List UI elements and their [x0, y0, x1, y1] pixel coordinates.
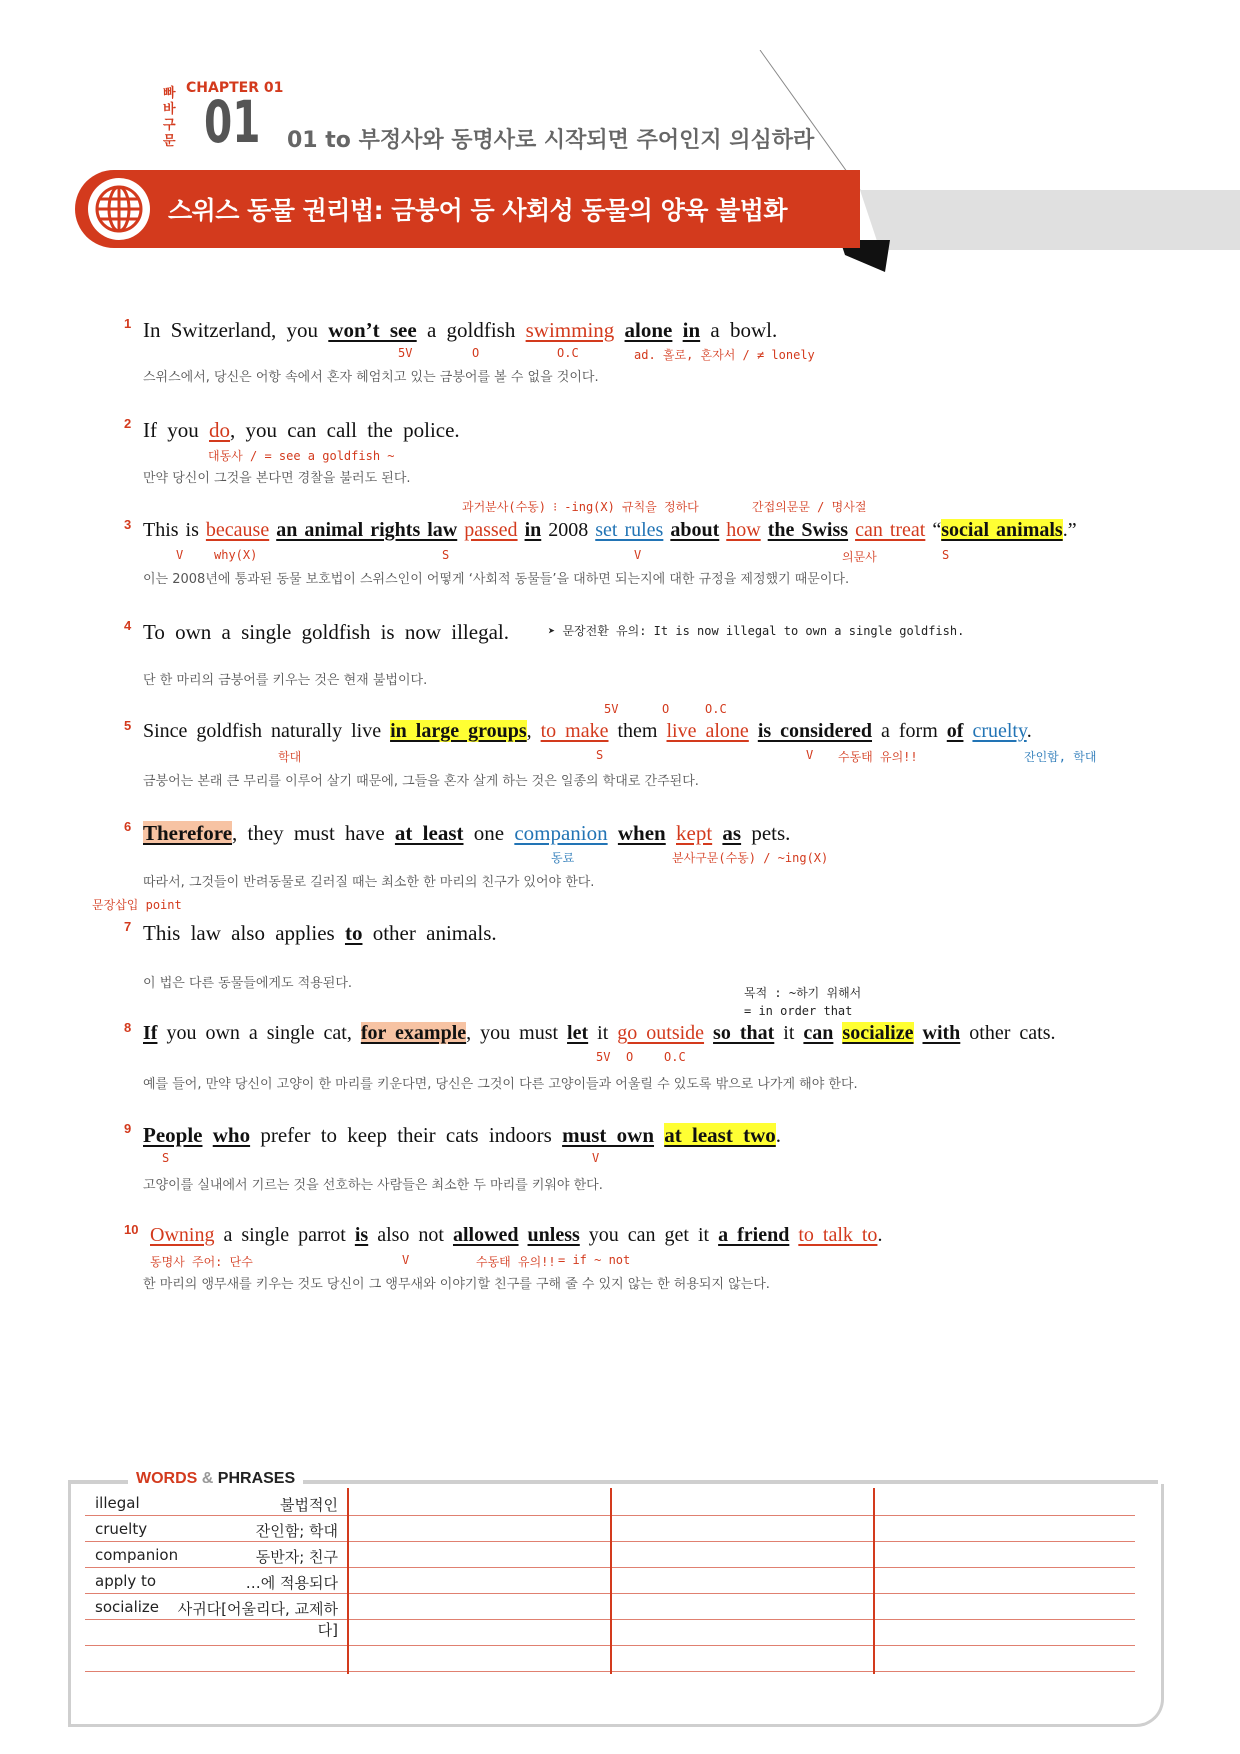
korean-translation: 금붕어는 본래 큰 무리를 이루어 살기 때문에, 그들을 혼자 살게 하는 것은 일종의 학대로 간주된다.	[143, 774, 699, 789]
grammar-note: 대동사 / = see a goldfish ~	[208, 449, 395, 463]
english-sentence: This is because an animal rights law passed in 2008 set rules about how the Swiss can treat “social animals.”	[143, 519, 1077, 541]
english-sentence: Owning a single parrot is also not allowed unless you can get it a friend to talk to.	[150, 1224, 883, 1246]
grammar-note: 5V	[596, 1050, 611, 1064]
korean-translation: 고양이를 실내에서 기르는 것을 선호하는 사람들은 최소한 두 마리를 키워야 한다.	[143, 1178, 603, 1193]
english-sentence: If you own a single cat, for example, you must let it go outside so that it can socialize with other cats.	[143, 1022, 1056, 1044]
sentence-number: 3	[124, 517, 132, 532]
word-term: socialize	[95, 1598, 160, 1616]
korean-translation: 스위스에서, 당신은 어항 속에서 혼자 헤엄치고 있는 금붕어를 볼 수 없을 것이다.	[143, 370, 599, 385]
sentence-number: 2	[124, 416, 132, 431]
grammar-note: V	[634, 548, 642, 562]
column-divider	[873, 1488, 875, 1674]
word-term: apply to	[95, 1572, 157, 1590]
sentence-number: 1	[124, 316, 132, 331]
sentence-number: 10	[124, 1222, 139, 1237]
sentence-number: 7	[124, 919, 132, 934]
english-sentence: In Switzerland, you won’t see a goldfish swimming alone in a bowl.	[143, 318, 778, 342]
korean-translation: 이 법은 다른 동물들에게도 적용된다.	[143, 976, 353, 991]
article-title: 스위스 동물 권리법: 금붕어 등 사회성 동물의 양육 불법화	[168, 196, 788, 225]
sentence-number: 8	[124, 1020, 132, 1035]
word-term: cruelty	[95, 1520, 148, 1538]
chapter-label: CHAPTER 01	[186, 80, 284, 96]
sentence-number: 5	[124, 718, 132, 733]
english-sentence: This law also applies to other animals.	[143, 921, 497, 945]
english-sentence: To own a single goldfish is now illegal.	[143, 620, 509, 644]
sentence-number: 4	[124, 618, 132, 633]
english-sentence: Therefore, they must have at least one companion when kept as pets.	[143, 821, 791, 845]
grammar-note: 5V	[604, 702, 619, 716]
grammar-note: 학대	[278, 750, 302, 764]
word-term: illegal	[95, 1494, 140, 1512]
column-divider	[610, 1488, 612, 1674]
korean-translation: 따라서, 그것들이 반려동물로 길러질 때는 최소한 한 마리의 친구가 있어야 한다.	[143, 875, 595, 890]
grammar-note: 문장삽입 point	[92, 898, 182, 912]
english-sentence: People who prefer to keep their cats indoors must own at least two.	[143, 1123, 781, 1147]
word-meaning: 잔인함; 학대	[255, 1522, 338, 1540]
chapter-number: 01	[204, 88, 261, 156]
grammar-note: 수동태 유의!!	[476, 1255, 556, 1269]
grammar-note: V	[592, 1151, 600, 1165]
grammar-note: S	[162, 1151, 170, 1165]
grammar-note: O	[472, 346, 480, 360]
sentence-number: 6	[124, 819, 132, 834]
english-sentence: Since goldfish naturally live in large groups, to make them live alone is considered a form of cruelty.	[143, 720, 1032, 742]
grammar-note: ad. 홀로, 혼자서 / ≠ lonely	[634, 348, 815, 362]
grammar-note: 간접의문문 / 명사절	[752, 500, 867, 514]
grammar-note: S	[942, 548, 950, 562]
grammar-note: 규칙을 정하다	[622, 500, 699, 514]
grammar-note: = if ~ not	[558, 1253, 631, 1267]
globe-icon	[88, 178, 150, 240]
word-meaning: 사귀다[어울리다, 교제하다]	[177, 1600, 338, 1639]
grammar-note: 분사구문(수동) / ~ing(X)	[672, 851, 829, 865]
grammar-note: O	[626, 1050, 634, 1064]
column-divider	[347, 1488, 349, 1674]
grammar-note: O.C	[557, 346, 579, 360]
grammar-note: 동명사 주어: 단수	[150, 1255, 253, 1269]
korean-translation: 한 마리의 앵무새를 키우는 것도 당신이 그 앵무새와 이야기할 친구를 구해 줄 수 있지 않는 한 허용되지 않는다.	[143, 1277, 770, 1292]
word-term: companion	[95, 1546, 179, 1564]
chapter-subtitle: 01 to 부정사와 동명사로 시작되면 주어인지 의심하라	[287, 128, 815, 153]
book-series-label: 빠 바 구 문	[163, 86, 176, 149]
grammar-note: 잔인함, 학대	[1024, 750, 1097, 764]
word-meaning: …에 적용되다	[245, 1574, 338, 1592]
grammar-note: O	[662, 702, 670, 716]
grammar-note: ➤ 문장전환 유의: It is now illegal to own a single goldfish.	[548, 624, 965, 638]
grammar-note: 과거분사(수동) ⁝ -ing(X)	[462, 500, 615, 514]
grammar-note: 동료	[551, 851, 575, 865]
korean-translation: 예를 들어, 만약 당신이 고양이 한 마리를 키운다면, 당신은 그것이 다른 고양이들과 어울릴 수 있도록 밖으로 나가게 해야 한다.	[143, 1077, 858, 1092]
grammar-note: 수동태 유의!!	[838, 750, 918, 764]
word-meaning: 불법적인	[280, 1496, 338, 1514]
english-sentence: If you do, you can call the police.	[143, 418, 460, 442]
korean-translation: 단 한 마리의 금붕어를 키우는 것은 현재 불법이다.	[143, 673, 428, 688]
grammar-note: O.C	[705, 702, 727, 716]
word-meaning: 동반자; 친구	[255, 1548, 338, 1566]
grammar-note: V	[806, 748, 814, 762]
grammar-note: = in order that	[744, 1004, 853, 1018]
grammar-note: S	[442, 548, 450, 562]
grammar-note: O.C	[664, 1050, 686, 1064]
grammar-note: 5V	[398, 346, 413, 360]
grammar-note: 목적 : ~하기 위해서	[744, 986, 862, 1000]
korean-translation: 이는 2008년에 통과된 동물 보호법이 스위스인이 어떻게 ‘사회적 동물들’을 대하면 되는지에 대한 규정을 제정했기 때문이다.	[143, 572, 850, 587]
grammar-note: why(X)	[214, 548, 258, 562]
grammar-note: V	[402, 1253, 410, 1267]
grammar-note: V	[176, 548, 184, 562]
sentence-number: 9	[124, 1121, 132, 1136]
korean-translation: 만약 당신이 그것을 본다면 경찰을 불러도 된다.	[143, 471, 411, 486]
grammar-note: S	[596, 748, 604, 762]
words-phrases-title: WORDS & PHRASES	[128, 1470, 303, 1488]
grammar-note: 의문사	[842, 550, 877, 564]
